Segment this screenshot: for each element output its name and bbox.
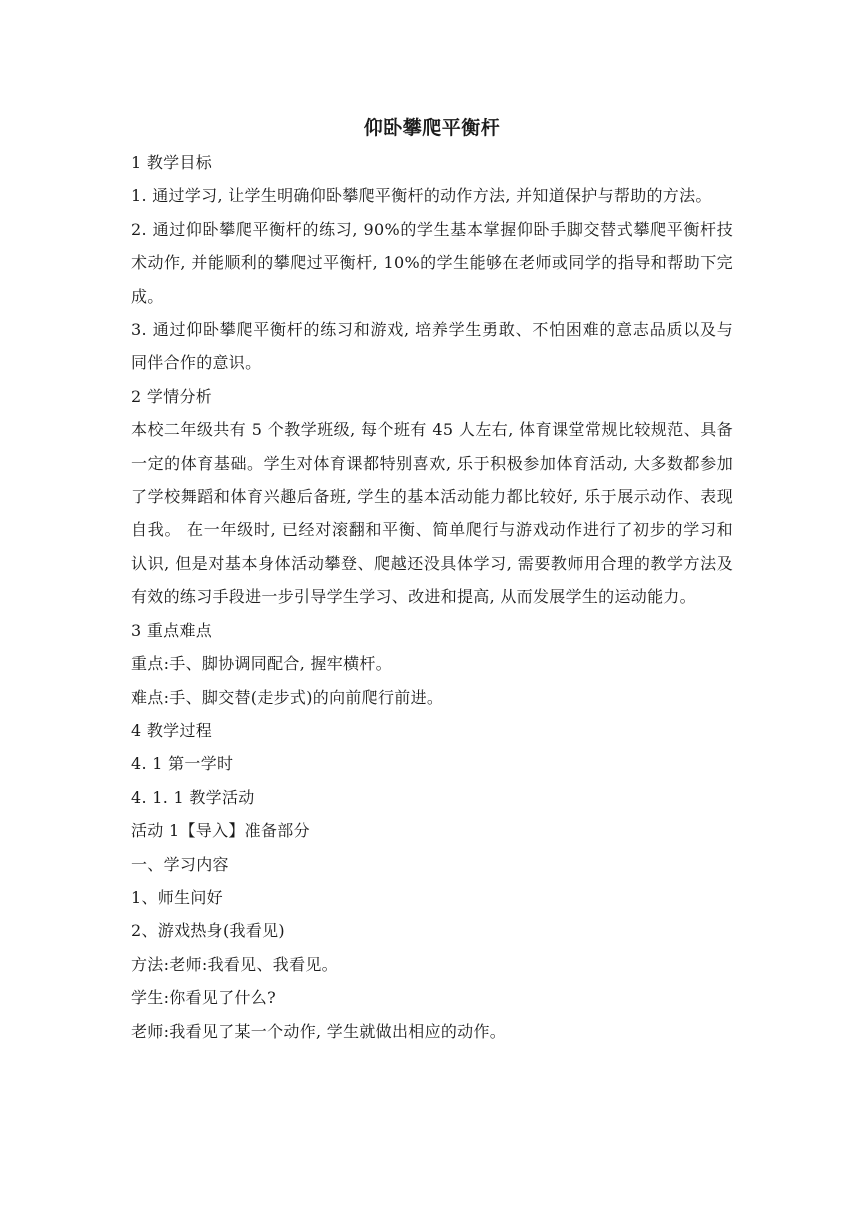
list-item-greeting: 1、师生问好 [131,887,223,907]
method-line: 方法:老师:我看见、我看见。 [131,954,338,974]
goal-item-3: 3. 通过仰卧攀爬平衡杆的练习和游戏, 培养学生勇敢、不怕困难的意志品质以及与同伴合作的意识。 [131,320,733,373]
difficult-point: 难点:手、脚交替(走步式)的向前爬行前进。 [131,687,444,707]
subheading-first-lesson: 4. 1 第一学时 [131,754,234,774]
heading-key-points: 3 重点难点 [131,620,213,640]
activity-1-title: 活动 1【导入】准备部分 [131,821,310,841]
subheading-teaching-activity: 4. 1. 1 教学活动 [131,787,255,807]
list-item-warmup-game: 2、游戏热身(我看见) [131,921,285,941]
heading-teaching-process: 4 教学过程 [131,720,213,740]
goal-item-2: 2. 通过仰卧攀爬平衡杆的练习, 90%的学生基本掌握仰卧手脚交替式攀爬平衡杆技术动作, 并能顺利的攀爬过平衡杆, 10%的学生能够在老师或同学的指导和帮助下完成。 [131,219,733,306]
goal-item-1: 1. 通过学习, 让学生明确仰卧攀爬平衡杆的动作方法, 并知道保护与帮助的方法。 [131,186,712,206]
heading-student-analysis: 2 学情分析 [131,386,213,406]
document-title: 仰卧攀爬平衡杆 [363,117,501,139]
student-analysis-body: 本校二年级共有 5 个教学班级, 每个班有 45 人左右, 体育课堂常规比较规范、具备一定的体育基础。学生对体育课都特别喜欢, 乐于积极参加体育活动, 大多数都参加了学校舞蹈和体育兴趣后备班, 学生的基本活动能力都比较好, 乐于展示动作、表现自我。 在一年级时, 已经对滚翻和平衡、简单爬行与游戏动作进行了初步的学习和认识, 但是对基本身体活动攀登、爬越还没具体学习, 需要教师用合理的教学方法及有效的练习手段进一步引导学生学习、改进和提高, 从而发展学生的运动能力。 [131,420,733,607]
teacher-line: 老师:我看见了某一个动作, 学生就做出相应的动作。 [131,1021,507,1041]
document-page [131,112,733,1048]
key-point: 重点:手、脚协调同配合, 握牢横杆。 [131,654,392,674]
learning-content-heading: 一、学习内容 [131,854,229,874]
heading-teaching-goals: 1 教学目标 [131,153,213,172]
student-line: 学生:你看见了什么? [131,988,276,1008]
